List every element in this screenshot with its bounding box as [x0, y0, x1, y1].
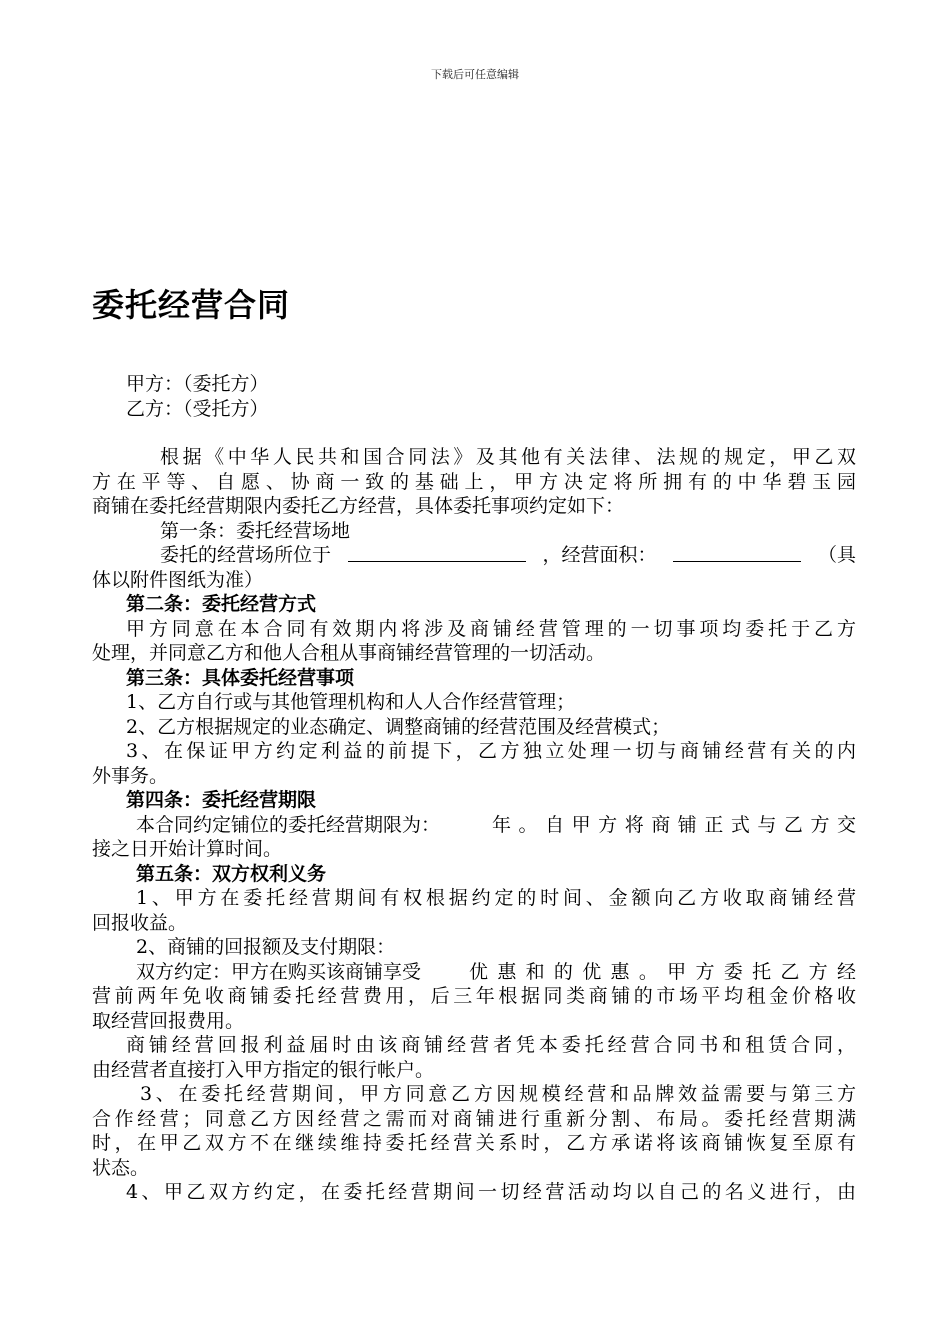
article2-heading: 第二条：委托经营方式 — [126, 593, 317, 615]
preamble-line: 商铺在委托经营期限内委托乙方经营，具体委托事项约定如下： — [92, 495, 625, 517]
article5-line: 1、甲方在委托经营期间有权根据约定的时间、金额向乙方收取商铺经营 — [136, 887, 856, 909]
article3-item: 1、乙方自行或与其他管理机构和人人合作经营管理； — [126, 691, 576, 713]
article5-heading: 第五条：双方权利义务 — [136, 862, 327, 885]
article3-item: 3、在保证甲方约定利益的前提下，乙方独立处理一切与商铺经营有关的内 — [126, 740, 856, 762]
document-title: 委托经营合同 — [92, 286, 291, 324]
article5-line: 时，在甲乙双方不在继续维持委托经营关系时，乙方承诺将该商铺恢复至原有 — [92, 1132, 856, 1154]
preamble-line: 根据《中华人民共和国合同法》及其他有关法律、法规的规定，甲乙双 — [160, 446, 856, 468]
article4-text: 年。自甲方将商铺正式与乙方交 — [492, 813, 856, 836]
term-blank — [440, 813, 492, 838]
article5-line: 回报收益。 — [92, 911, 188, 934]
article3-item: 2、乙方根据规定的业态确定、调整商铺的经营范围及经营模式； — [126, 715, 671, 738]
article4-term-line — [92, 813, 856, 838]
article5-line: 4、甲乙双方约定，在委托经营期间一切经营活动均以自己的名义进行，由 — [126, 1181, 856, 1203]
article5-discount-line — [92, 960, 856, 985]
article5-line: 由经营者直接打入甲方指定的银行帐户。 — [92, 1058, 435, 1081]
article1-note: 体以附件图纸为准） — [92, 568, 264, 591]
article5-line: 状态。 — [92, 1156, 150, 1179]
article4-text: 本合同约定铺位的委托经营期限为： — [136, 813, 441, 836]
party-a: 甲方：（委托方） — [126, 373, 269, 395]
party-b: 乙方：（受托方） — [126, 397, 269, 420]
article5-text: 优惠和的优惠。甲方委托乙方经 — [469, 960, 856, 983]
article3-heading: 第三条：具体委托经营事项 — [126, 666, 355, 689]
preamble-line: 方在平等、自愿、协商一致的基础上，甲方决定将所拥有的中华碧玉园 — [92, 470, 856, 493]
article4-heading: 第四条：委托经营期限 — [126, 789, 317, 811]
location-blank — [348, 543, 526, 562]
article5-line: 2、商铺的回报额及支付期限： — [136, 936, 396, 958]
article5-line: 3、在委托经营期间，甲方同意乙方因规模经营和品牌效益需要与第三方 — [140, 1083, 856, 1105]
article1-text: 委托的经营场所位于 — [160, 544, 332, 566]
article1-text: （具 — [817, 544, 856, 566]
area-blank — [673, 543, 801, 562]
article4-line: 接之日开始计算时间。 — [92, 838, 283, 860]
article3-item: 外事务。 — [92, 764, 169, 787]
discount-blank — [421, 960, 469, 985]
article5-line: 商铺经营回报利益届时由该商铺经营者凭本委托经营合同书和租赁合同， — [126, 1034, 856, 1056]
article1-heading: 第一条：委托经营场地 — [160, 519, 351, 542]
article5-line: 营前两年免收商铺委托经营费用，后三年根据同类商铺的市场平均租金价格收 — [92, 985, 856, 1007]
header-note: 下载后可任意编辑 — [431, 68, 519, 81]
article1-text: ，经营面积： — [542, 544, 657, 566]
article2-line: 甲方同意在本合同有效期内将涉及商铺经营管理的一切事项均委托于乙方 — [126, 617, 856, 640]
article5-text: 双方约定：甲方在购买该商铺享受 — [136, 960, 422, 983]
article5-line: 取经营回报费用。 — [92, 1009, 245, 1032]
article1-location-line — [92, 543, 856, 568]
article5-line: 合作经营；同意乙方因经营之需而对商铺进行重新分割、布局。委托经营期满 — [92, 1107, 856, 1130]
contract-body — [92, 372, 856, 1205]
article2-line: 处理，并同意乙方和他人合租从事商铺经营管理的一切活动。 — [92, 642, 606, 664]
